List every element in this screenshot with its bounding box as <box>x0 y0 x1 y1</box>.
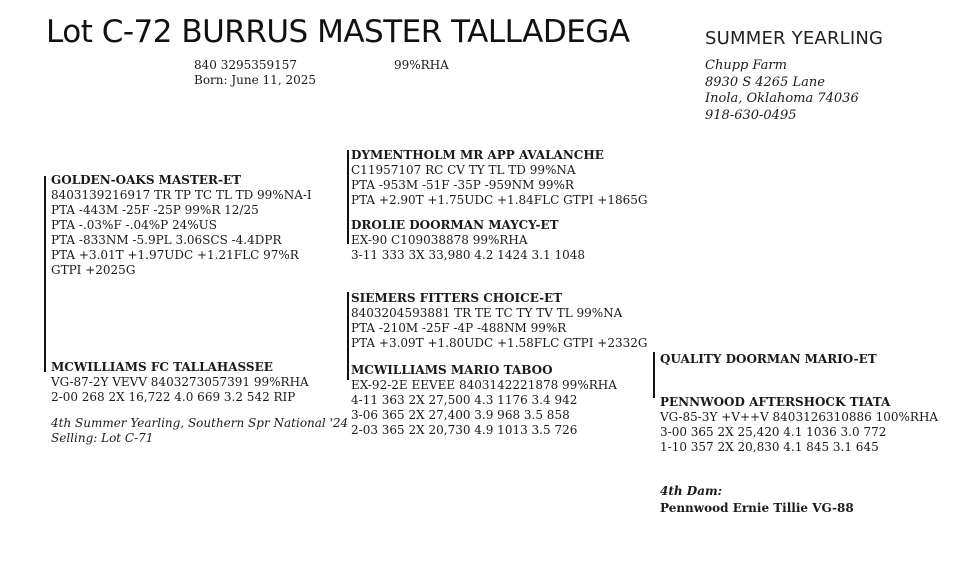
sire-dam-block <box>351 218 585 263</box>
sire-sire-block <box>351 148 647 208</box>
lot-title: Lot C-72 BURRUS MASTER TALLADEGA <box>46 14 630 50</box>
dam-line: 2-00 268 2X 16,722 4.0 669 3.2 542 RIP <box>51 390 296 404</box>
sire-sire-line: PTA -953M -51F -35P -959NM 99%R <box>351 178 574 192</box>
registration-number: 840 3295359157 <box>194 58 298 72</box>
fourth-dam-label: 4th Dam: <box>660 484 723 498</box>
dam-sire-name: SIEMERS FITTERS CHOICE-ET <box>351 291 563 305</box>
dam-dam-name: MCWILLIAMS MARIO TABOO <box>351 363 553 377</box>
dam-sire-line: PTA -210M -25F -4P -488NM 99%R <box>351 321 567 335</box>
dam-sire-line: PTA +3.09T +1.80UDC +1.58FLC GTPI +2332G <box>351 336 648 350</box>
sire-line: PTA +3.01T +1.97UDC +1.21FLC 97%R <box>51 248 299 262</box>
sire-line: GTPI +2025G <box>51 263 136 277</box>
sire-line: PTA -.03%F -.04%P 24%US <box>51 218 218 232</box>
dam-dam-dam-line: 1-10 357 2X 20,830 4.1 845 3.1 645 <box>660 440 879 454</box>
dam-sire-block <box>351 291 647 351</box>
sire-parents-bracket-line <box>347 150 349 244</box>
consignor-phone: 918-630-0495 <box>705 107 797 123</box>
dam-dam-dam-line: VG-85-3Y +V++V 8403126310886 100%RHA <box>660 410 939 424</box>
sire-line: 8403139216917 TR TP TC TL TD 99%NA-I <box>51 188 312 202</box>
sire-dam-line: 3-11 333 3X 33,980 4.2 1424 3.1 1048 <box>351 248 585 262</box>
dam-line: VG-87-2Y VEVV 8403273057391 99%RHA <box>51 375 309 389</box>
sire-dam-line: EX-90 C109038878 99%RHA <box>351 233 528 247</box>
dam-dam-block <box>351 363 617 438</box>
dam-dam-dam-line: 3-00 365 2X 25,420 4.1 1036 3.0 772 <box>660 425 887 439</box>
dam-dam-line: 2-03 365 2X 20,730 4.9 1013 3.5 726 <box>351 423 578 437</box>
dam-dam-dam-name: PENNWOOD AFTERSHOCK TIATA <box>660 395 891 409</box>
dam-note: Selling: Lot C-71 <box>51 431 154 445</box>
dam-dam-line: EX-92-2E EEVEE 8403142221878 99%RHA <box>351 378 617 392</box>
dam-dam-parents-bracket-line <box>653 352 655 398</box>
dam-sire-line: 8403204593881 TR TE TC TY TV TL 99%NA <box>351 306 623 320</box>
sire-sire-line: C11957107 RC CV TY TL TD 99%NA <box>351 163 576 177</box>
consignor-city: Inola, Oklahoma 74036 <box>705 91 859 106</box>
sire-sire-line: PTA +2.90T +1.75UDC +1.84FLC GTPI +1865G <box>351 193 648 207</box>
dam-block <box>51 360 348 446</box>
dam-dam-line: 4-11 363 2X 27,500 4.3 1176 3.4 942 <box>351 393 578 407</box>
category-label: SUMMER YEARLING <box>705 28 884 49</box>
sire-bracket-line <box>44 176 46 372</box>
rha-percent: 99%RHA <box>394 58 449 72</box>
consignor-contact <box>705 58 859 124</box>
sire-sire-name: DYMENTHOLM MR APP AVALANCHE <box>351 148 604 162</box>
sire-line: PTA -833NM -5.9PL 3.06SCS -4.4DPR <box>51 233 282 247</box>
sire-name: GOLDEN-OAKS MASTER-ET <box>51 173 242 187</box>
fourth-dam-block <box>660 484 854 516</box>
sire-dam-name: DROLIE DOORMAN MAYCY-ET <box>351 218 559 232</box>
dam-dam-line: 3-06 365 2X 27,400 3.9 968 3.5 858 <box>351 408 570 422</box>
fourth-dam-name: Pennwood Ernie Tillie VG-88 <box>660 501 854 515</box>
dam-dam-sire-name: QUALITY DOORMAN MARIO-ET <box>660 352 877 366</box>
registration-info <box>194 58 449 88</box>
birth-date: Born: June 11, 2025 <box>194 73 316 87</box>
dam-dam-sire-block <box>660 352 877 367</box>
dam-note: 4th Summer Yearling, Southern Spr National '24 <box>51 416 349 430</box>
sire-block <box>51 173 312 278</box>
dam-dam-dam-block <box>660 395 938 455</box>
sire-line: PTA -443M -25F -25P 99%R 12/25 <box>51 203 259 217</box>
dam-name: MCWILLIAMS FC TALLAHASSEE <box>51 360 273 374</box>
consignor-name: Chupp Farm <box>705 58 787 73</box>
consignor-address: 8930 S 4265 Lane <box>705 74 825 90</box>
